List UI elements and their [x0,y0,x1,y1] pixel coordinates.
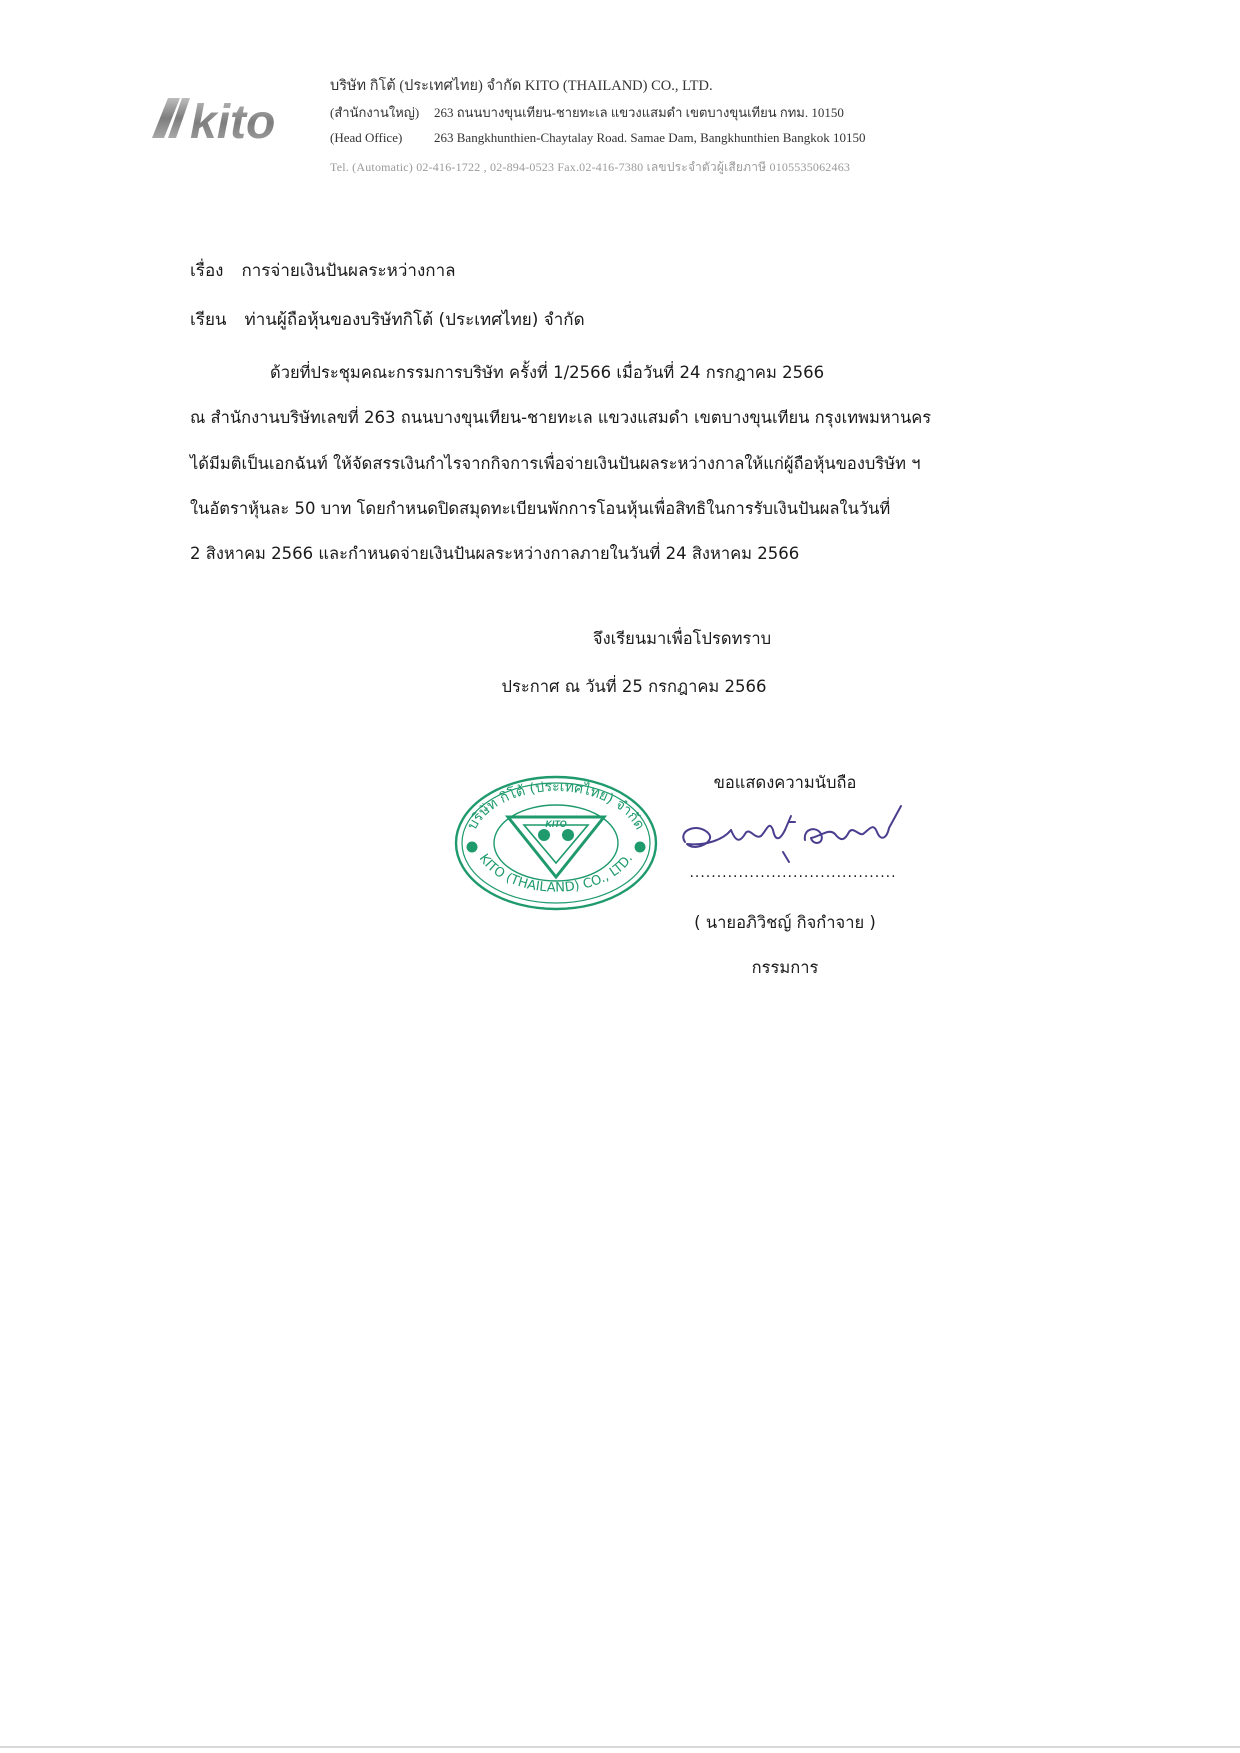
seal-inner-text: KITO [545,819,567,829]
body-line: ณ สำนักงานบริษัทเลขที่ 263 ถนนบางขุนเทียน-ชายทะเล แขวงแสมดำ เขตบางขุนเทียน กรุงเทพมหานคร [190,408,932,427]
subject-label: เรื่อง [190,261,224,281]
recipient-label: เรียน [190,310,227,330]
head-office-th-address: 263 ถนนบางขุนเทียน-ชายทะเล แขวงแสมดำ เขตบางขุนเทียน กทม. 10150 [434,105,844,120]
announcement-date: ประกาศ ณ วันที่ 25 กรกฎาคม 2566 [501,677,767,696]
body-line: 2 สิงหาคม 2566 และกำหนดจ่ายเงินปันผลระหว่างกาลภายในวันที่ 24 สิงหาคม 2566 [190,544,800,563]
signature-line: ...................................... [689,865,897,881]
page-bottom-rule [0,1746,1240,1748]
company-seal [452,773,660,913]
body-line: ได้มีมติเป็นเอกฉันท์ ให้จัดสรรเงินกำไรจากกิจการเพื่อจ่ายเงินปันผลระหว่างกาลให้แก่ผู้ถือหุ้นของบริษัท ฯ [190,454,921,473]
subject-text: การจ่ายเงินปันผลระหว่างกาล [241,261,456,281]
subject-row [190,257,456,284]
closing-greeting: ขอแสดงความนับถือ [713,773,857,792]
svg-text:KITO (THAILAND) CO., LTD. [476,851,636,895]
signatory-name: ( นายอภิวิชญ์ กิจกำจาย ) [694,913,876,932]
seal-bottom-text: KITO (THAILAND) CO., LTD. [475,851,637,896]
head-office-en-address: 263 Bangkhunthien-Chaytalay Road. Samae Dam, Bangkhunthien Bangkok 10150 [434,130,866,145]
head-office-th [330,102,844,123]
body-line: ด้วยที่ประชุมคณะกรรมการบริษัท ครั้งที่ 1/2566 เมื่อวันที่ 24 กรกฎาคม 2566 [270,363,825,382]
svg-text:kito: kito [190,96,276,148]
head-office-en [330,130,865,146]
head-office-th-label: (สำนักงานใหญ่) [330,105,420,120]
contact-line: Tel. (Automatic) 02-416-1722 , 02-894-0523 Fax.02-416-7380 เลขประจำตัวผู้เสียภาษี 0105535062463 [330,160,851,174]
letterhead [150,60,1050,180]
head-office-en-label: (Head Office) [330,130,403,145]
kito-logo [150,88,300,148]
body-line: ในอัตราหุ้นละ 50 บาท โดยกำหนดปิดสมุดทะเบียนพักการโอนหุ้นเพื่อสิทธิในการรับเงินปันผลในวันที่ [190,499,891,518]
company-name: บริษัท กิโต้ (ประเทศไทย) จำกัด KITO (THAILAND) CO., LTD. [330,78,713,94]
recipient-text: ท่านผู้ถือหุ้นของบริษัทกิโต้ (ประเทศไทย) จำกัด [244,310,585,330]
signatory-position: กรรมการ [751,958,819,977]
handwritten-signature [675,800,915,870]
closing-text: จึงเรียนมาเพื่อโปรดทราบ [592,629,772,648]
recipient-row [190,306,585,333]
seal-top-text: บริษัท กิโต้ (ประเทศไทย) จำกัด [464,778,648,833]
